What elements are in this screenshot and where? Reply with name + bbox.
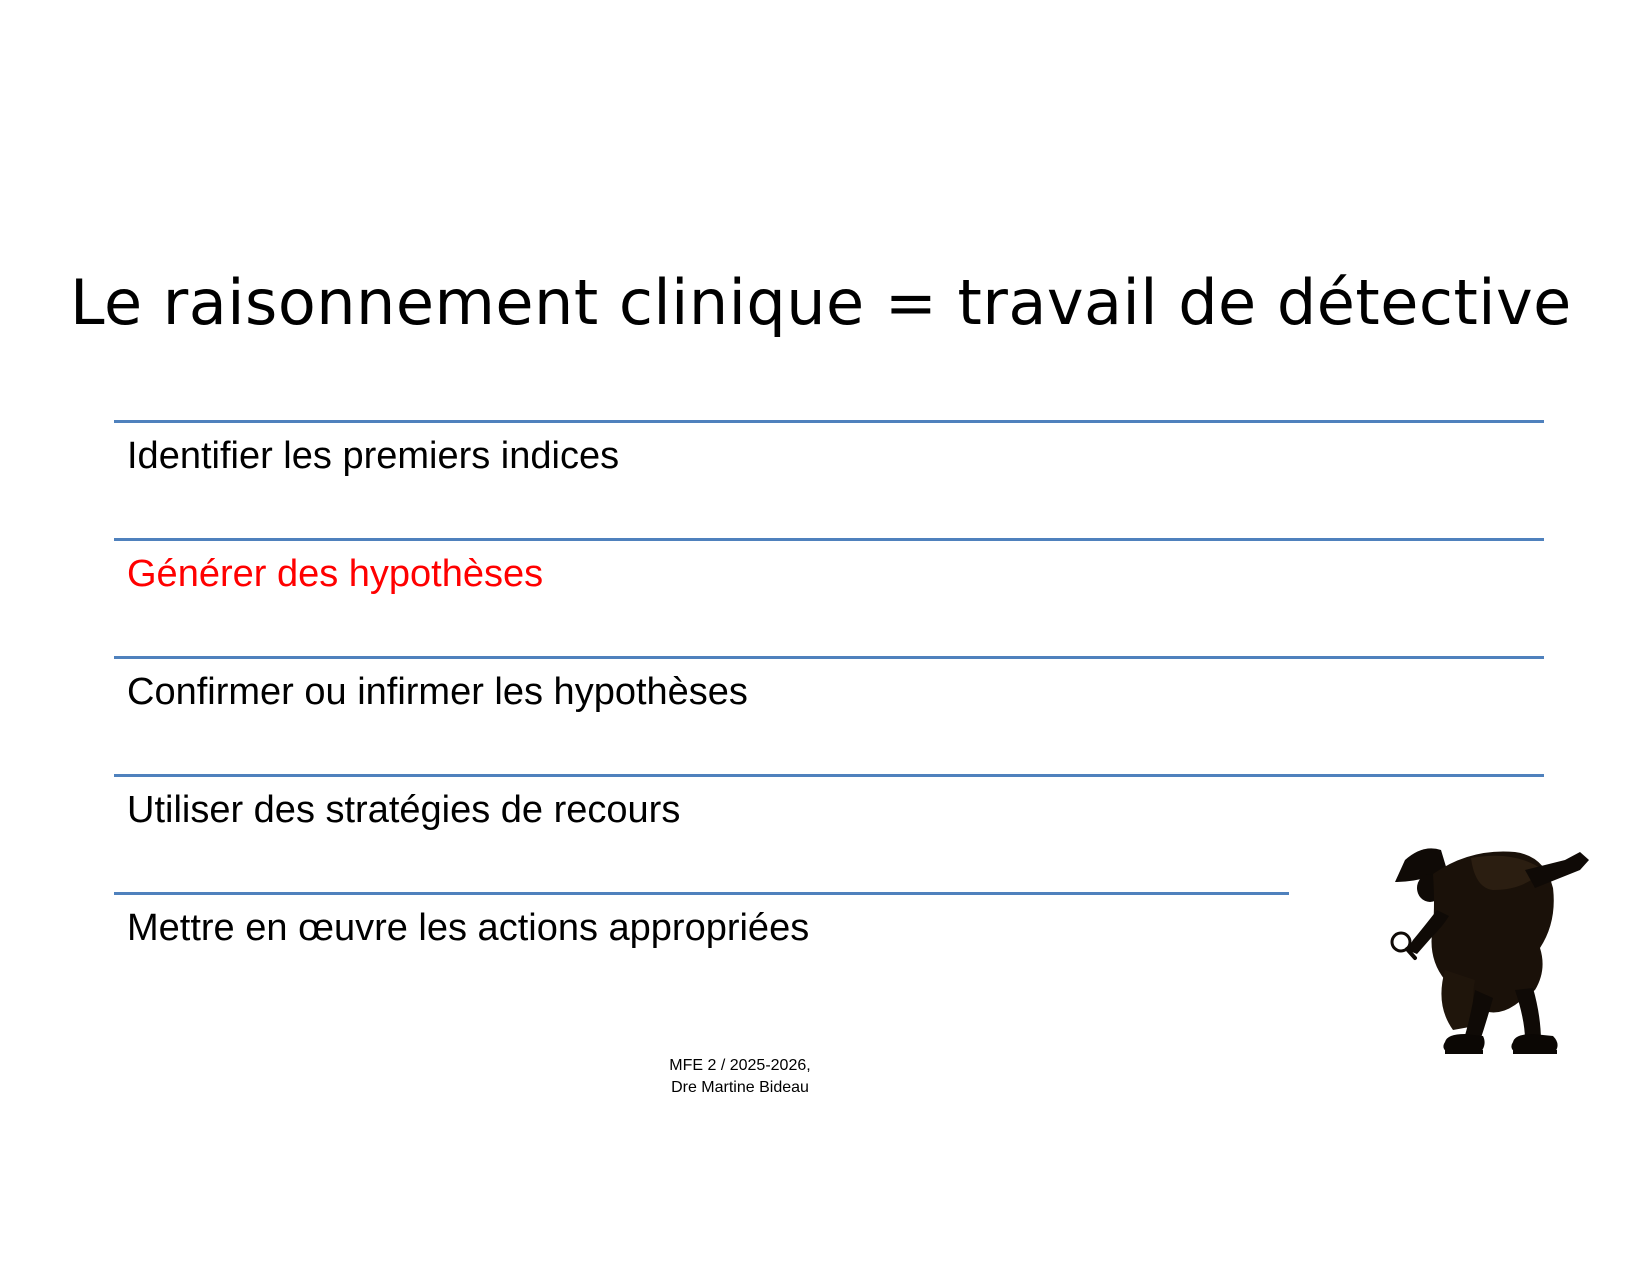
divider-line: [114, 656, 1544, 659]
step-implement-actions: Mettre en œuvre les actions appropriées: [127, 907, 810, 949]
step-fallback-strategies: Utiliser des stratégies de recours: [127, 789, 681, 831]
divider-line: [114, 892, 1289, 895]
step-identify-clues: Identifier les premiers indices: [127, 435, 620, 477]
step-generate-hypotheses: Générer des hypothèses: [127, 553, 544, 595]
slide-footer: [600, 1055, 880, 1099]
divider-line: [114, 538, 1544, 541]
footer-course: MFE 2 / 2025-2026,: [669, 1057, 811, 1074]
step-confirm-hypotheses: Confirmer ou infirmer les hypothèses: [127, 671, 748, 713]
divider-line: [114, 774, 1544, 777]
footer-author: Dre Martine Bideau: [671, 1079, 809, 1096]
divider-line: [114, 420, 1544, 423]
detective-silhouette-icon: [1375, 830, 1600, 1065]
slide-title: Le raisonnement clinique = travail de détective: [70, 266, 1572, 339]
